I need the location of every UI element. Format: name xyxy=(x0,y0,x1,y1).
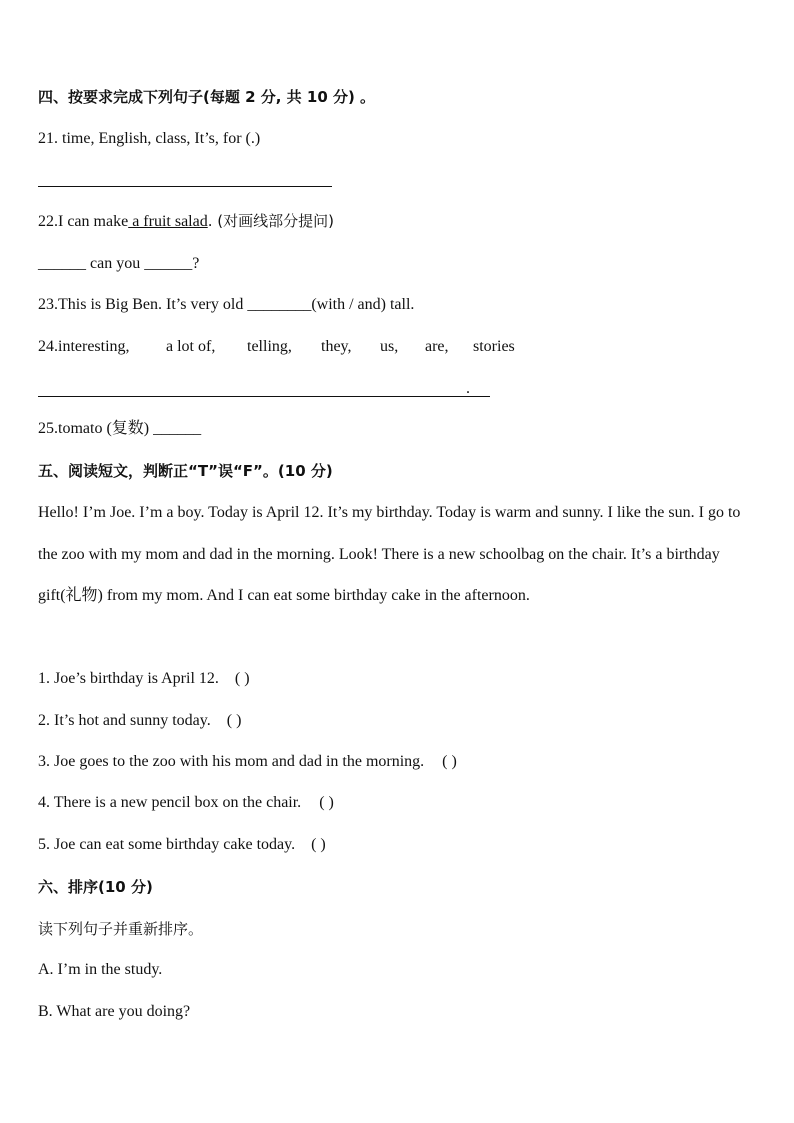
answer-line-24[interactable] xyxy=(38,396,489,397)
q24-word-5: us, xyxy=(380,338,399,355)
q24-word-2: a lot of, xyxy=(166,338,216,355)
statement-2-answer[interactable]: ( ) xyxy=(226,712,242,729)
statement-1-answer[interactable]: ( ) xyxy=(234,670,250,687)
q22-blank-1[interactable]: ______ xyxy=(38,255,86,272)
question-22-answer xyxy=(38,253,199,275)
sentence-b: B. What are you doing? xyxy=(38,1003,191,1020)
reading-passage: Hello! I’m Joe. I’m a boy. Today is April 12. It’s my birthday. Today is warm and sunny. I like the sun. I go to the zoo with my mom and dad in the morning. Look! There is a new schoolbag on the chair. It’s a birthday gift(礼物) from my mom. And I can eat some birthday cake in the afternoon. xyxy=(38,504,741,604)
question-21: 21. time, English, class, It’s, for (.) xyxy=(38,130,261,147)
q22-blank-2[interactable]: ______ xyxy=(144,255,193,272)
statement-1 xyxy=(38,668,250,690)
q22-underlined-phrase: a fruit salad xyxy=(128,213,208,230)
statement-4 xyxy=(38,792,334,814)
q24-word-3: telling, xyxy=(247,338,292,355)
section5-heading: 五、阅读短文，判断正“T”误“F”。(10 分) xyxy=(38,462,333,480)
question-23: 23.This is Big Ben. It’s very old ________(with / and) tall. xyxy=(38,296,415,313)
q22-middle: can you xyxy=(90,255,145,272)
q24-word-7: stories xyxy=(473,338,515,355)
section6-instruction: 读下列句子并重新排序。 xyxy=(38,920,204,938)
statement-4-text: 4. There is a new pencil box on the chair. xyxy=(38,794,302,811)
statement-3-answer[interactable]: ( ) xyxy=(442,753,457,770)
statement-5-answer[interactable]: ( ) xyxy=(311,836,326,853)
section4-heading: 四、按要求完成下列句子(每题 2 分, 共 10 分) 。 xyxy=(38,88,376,106)
statement-3-text: 3. Joe goes to the zoo with his mom and dad in the morning. xyxy=(38,753,425,770)
q24-period: . xyxy=(466,380,470,397)
q24-word-6: are, xyxy=(425,338,449,355)
question-25: 25.tomato (复数) ______ xyxy=(38,420,202,437)
statement-4-answer[interactable]: ( ) xyxy=(319,794,334,811)
statement-5 xyxy=(38,834,326,856)
statement-2 xyxy=(38,710,241,732)
statement-5-text: 5. Joe can eat some birthday cake today. xyxy=(38,836,296,853)
sentence-a: A. I’m in the study. xyxy=(38,961,163,978)
question-22 xyxy=(38,210,334,233)
q24-word-1: 24.interesting, xyxy=(38,338,130,355)
statement-2-text: 2. It’s hot and sunny today. xyxy=(38,712,211,729)
q22-suffix: . (对画线部分提问) xyxy=(207,212,334,230)
statement-3 xyxy=(38,751,457,773)
q22-prefix: 22.I can make xyxy=(38,213,129,230)
q22-end: ? xyxy=(192,255,200,272)
q24-word-4: they, xyxy=(321,338,352,355)
statement-1-text: 1. Joe’s birthday is April 12. xyxy=(38,670,219,687)
section6-heading: 六、排序(10 分) xyxy=(38,878,153,896)
answer-line-21[interactable] xyxy=(38,186,332,187)
answer-line-24-tail xyxy=(470,396,490,397)
